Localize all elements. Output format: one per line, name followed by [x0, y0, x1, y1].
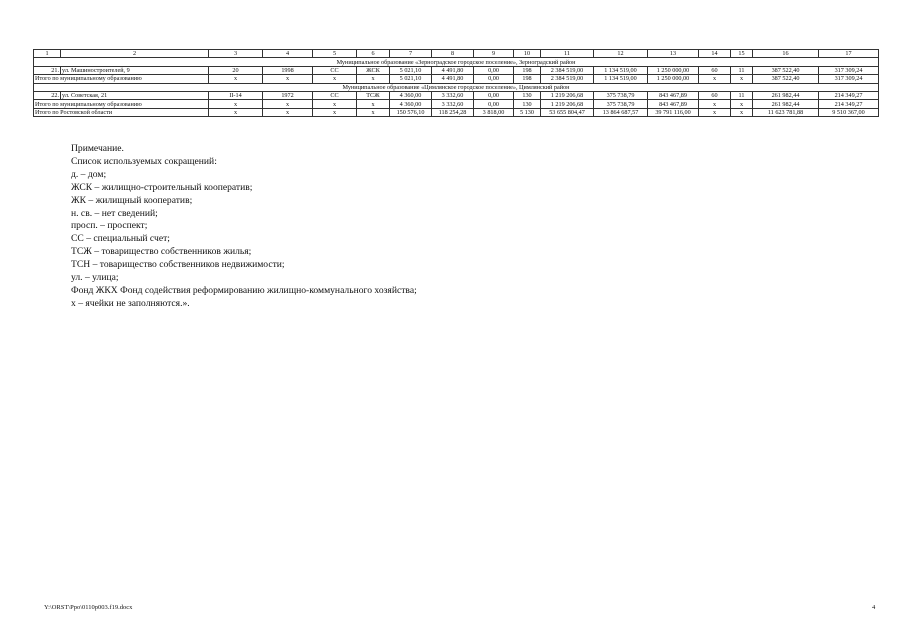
table-cell: 4 491,80	[432, 75, 474, 83]
table-cell: 3 332,60	[432, 91, 474, 99]
column-number-cell: 10	[514, 50, 541, 58]
table-cell: х	[313, 75, 357, 83]
table-cell: ул. Машиностроителей, 9	[61, 66, 209, 74]
total-label: Итого по муниципальному образованию	[34, 100, 209, 108]
register-table	[33, 49, 879, 117]
total-row	[34, 108, 879, 116]
note-line: д. – дом;	[71, 168, 107, 180]
table-cell: 21.	[34, 66, 61, 74]
column-number-cell: 11	[541, 50, 594, 58]
table-cell: 261 982,44	[753, 91, 819, 99]
abbreviations-notes	[71, 143, 417, 311]
table-cell: х	[313, 108, 357, 116]
table-cell: 9 510 367,00	[819, 108, 879, 116]
table-cell: 843 467,89	[648, 91, 699, 99]
section-title: Муниципальное образование «Цимлянское городское поселение», Цимлянский район	[34, 83, 879, 91]
table-cell: 261 982,44	[753, 100, 819, 108]
table-cell: 130	[514, 100, 541, 108]
table-cell: х	[731, 100, 753, 108]
table-cell: СС	[313, 66, 357, 74]
table-cell: х	[263, 108, 313, 116]
table-cell: СС	[313, 91, 357, 99]
table-cell: 0,00	[474, 100, 514, 108]
table-cell: 198	[514, 75, 541, 83]
note-line: н. св. – нет сведений;	[71, 207, 158, 219]
table-cell: 214 349,27	[819, 91, 879, 99]
column-number-cell: 4	[263, 50, 313, 58]
table-cell: 1 134 519,00	[594, 75, 648, 83]
table-cell: х	[209, 100, 263, 108]
note-line: Список используемых сокращений:	[71, 155, 217, 167]
table-cell: 4 360,00	[390, 100, 432, 108]
table-cell: 0,00	[474, 66, 514, 74]
table-cell: 1998	[263, 66, 313, 74]
column-number-cell: 14	[699, 50, 731, 58]
table-cell: 1972	[263, 91, 313, 99]
column-number-cell: 5	[313, 50, 357, 58]
table-cell: ул. Советская, 21	[61, 91, 209, 99]
table-cell: 60	[699, 66, 731, 74]
note-line: СС – специальный счет;	[71, 233, 170, 245]
table-cell: 118 254,28	[432, 108, 474, 116]
table-cell: 0,00	[474, 91, 514, 99]
table-cell: 375 738,79	[594, 100, 648, 108]
page-number: 4	[872, 604, 876, 611]
table-cell: х	[731, 75, 753, 83]
table-cell: 317 309,24	[819, 66, 879, 74]
table-cell: 11 623 781,88	[753, 108, 819, 116]
table-cell: х	[699, 108, 731, 116]
total-label: Итого по муниципальному образованию	[34, 75, 209, 83]
table-cell: II-14	[209, 91, 263, 99]
table-cell: 1 250 000,00	[648, 66, 699, 74]
table-cell: 0,00	[474, 75, 514, 83]
table-cell: 317 309,24	[819, 75, 879, 83]
table-cell: 20	[209, 66, 263, 74]
table-cell: 60	[699, 91, 731, 99]
table-cell: ТСЖ	[357, 91, 390, 99]
table-cell: 130	[514, 91, 541, 99]
table-cell: 5 021,10	[390, 75, 432, 83]
table-row	[34, 91, 879, 99]
file-path-footer: Y:\ORST\Ppo\0110p003.f19.docx	[44, 604, 133, 611]
table-cell: 375 738,79	[594, 91, 648, 99]
table-cell: 1 134 519,00	[594, 66, 648, 74]
table-cell: х	[313, 100, 357, 108]
table-cell: 214 349,27	[819, 100, 879, 108]
table-cell: х	[263, 100, 313, 108]
table-cell: 4 360,00	[390, 91, 432, 99]
table-cell: 5 021,10	[390, 66, 432, 74]
note-line: ЖСК – жилищно-строительный кооператив;	[71, 181, 253, 193]
table-cell: х	[357, 100, 390, 108]
section-row	[34, 58, 879, 66]
table-cell: ЖСК	[357, 66, 390, 74]
note-line: Фонд ЖКХ Фонд содействия реформированию жилищно-коммунального хозяйства;	[71, 284, 417, 296]
table-cell: 150 576,10	[390, 108, 432, 116]
note-line: х – ячейки не заполняются.».	[71, 297, 190, 309]
note-line: ул. – улица;	[71, 272, 119, 284]
table-cell: 39 791 116,00	[648, 108, 699, 116]
table-cell: 2 384 519,00	[541, 75, 594, 83]
table-header-row	[34, 50, 879, 58]
table-cell: х	[731, 108, 753, 116]
table-cell: х	[209, 75, 263, 83]
table-cell: 2 384 519,00	[541, 66, 594, 74]
table-cell: 1 219 206,68	[541, 91, 594, 99]
table-cell: 13 864 687,57	[594, 108, 648, 116]
column-number-cell: 9	[474, 50, 514, 58]
table-cell: х	[357, 75, 390, 83]
table-cell: 198	[514, 66, 541, 74]
notes-heading: Примечание.	[71, 143, 124, 154]
table-cell: х	[699, 100, 731, 108]
section-title: Муниципальное образование «Зерноградское городское поселение», Зерноградский район	[34, 58, 879, 66]
table-cell: 1 219 206,68	[541, 100, 594, 108]
table-cell: 3 818,00	[474, 108, 514, 116]
total-label: Итого по Ростовской области	[34, 108, 209, 116]
table-cell: 22.	[34, 91, 61, 99]
column-number-cell: 8	[432, 50, 474, 58]
column-number-cell: 13	[648, 50, 699, 58]
table-cell: 3 332,60	[432, 100, 474, 108]
total-row	[34, 75, 879, 83]
column-number-cell: 16	[753, 50, 819, 58]
table-cell: 387 522,40	[753, 75, 819, 83]
note-line: ТСЖ – товарищество собственников жилья;	[71, 246, 252, 258]
note-line: просп. – проспект;	[71, 220, 148, 232]
column-number-cell: 1	[34, 50, 61, 58]
table-row	[34, 66, 879, 74]
table-cell: 53 655 804,47	[541, 108, 594, 116]
column-number-cell: 2	[61, 50, 209, 58]
table-cell: 387 522,40	[753, 66, 819, 74]
table-cell: 5 130	[514, 108, 541, 116]
column-number-cell: 15	[731, 50, 753, 58]
note-line: ТСН – товарищество собственников недвижимости;	[71, 259, 285, 271]
note-line: ЖК – жилищный кооператив;	[71, 194, 193, 206]
column-number-cell: 3	[209, 50, 263, 58]
column-number-cell: 12	[594, 50, 648, 58]
section-row	[34, 83, 879, 91]
table-cell: х	[209, 108, 263, 116]
column-number-cell: 7	[390, 50, 432, 58]
table-cell: 4 491,80	[432, 66, 474, 74]
column-number-cell: 6	[357, 50, 390, 58]
total-row	[34, 100, 879, 108]
table-cell: х	[699, 75, 731, 83]
table-cell: 1 250 000,00	[648, 75, 699, 83]
table-cell: х	[357, 108, 390, 116]
table-cell: 843 467,89	[648, 100, 699, 108]
table-cell: 11	[731, 66, 753, 74]
table-cell: 11	[731, 91, 753, 99]
table-cell: х	[263, 75, 313, 83]
column-number-cell: 17	[819, 50, 879, 58]
